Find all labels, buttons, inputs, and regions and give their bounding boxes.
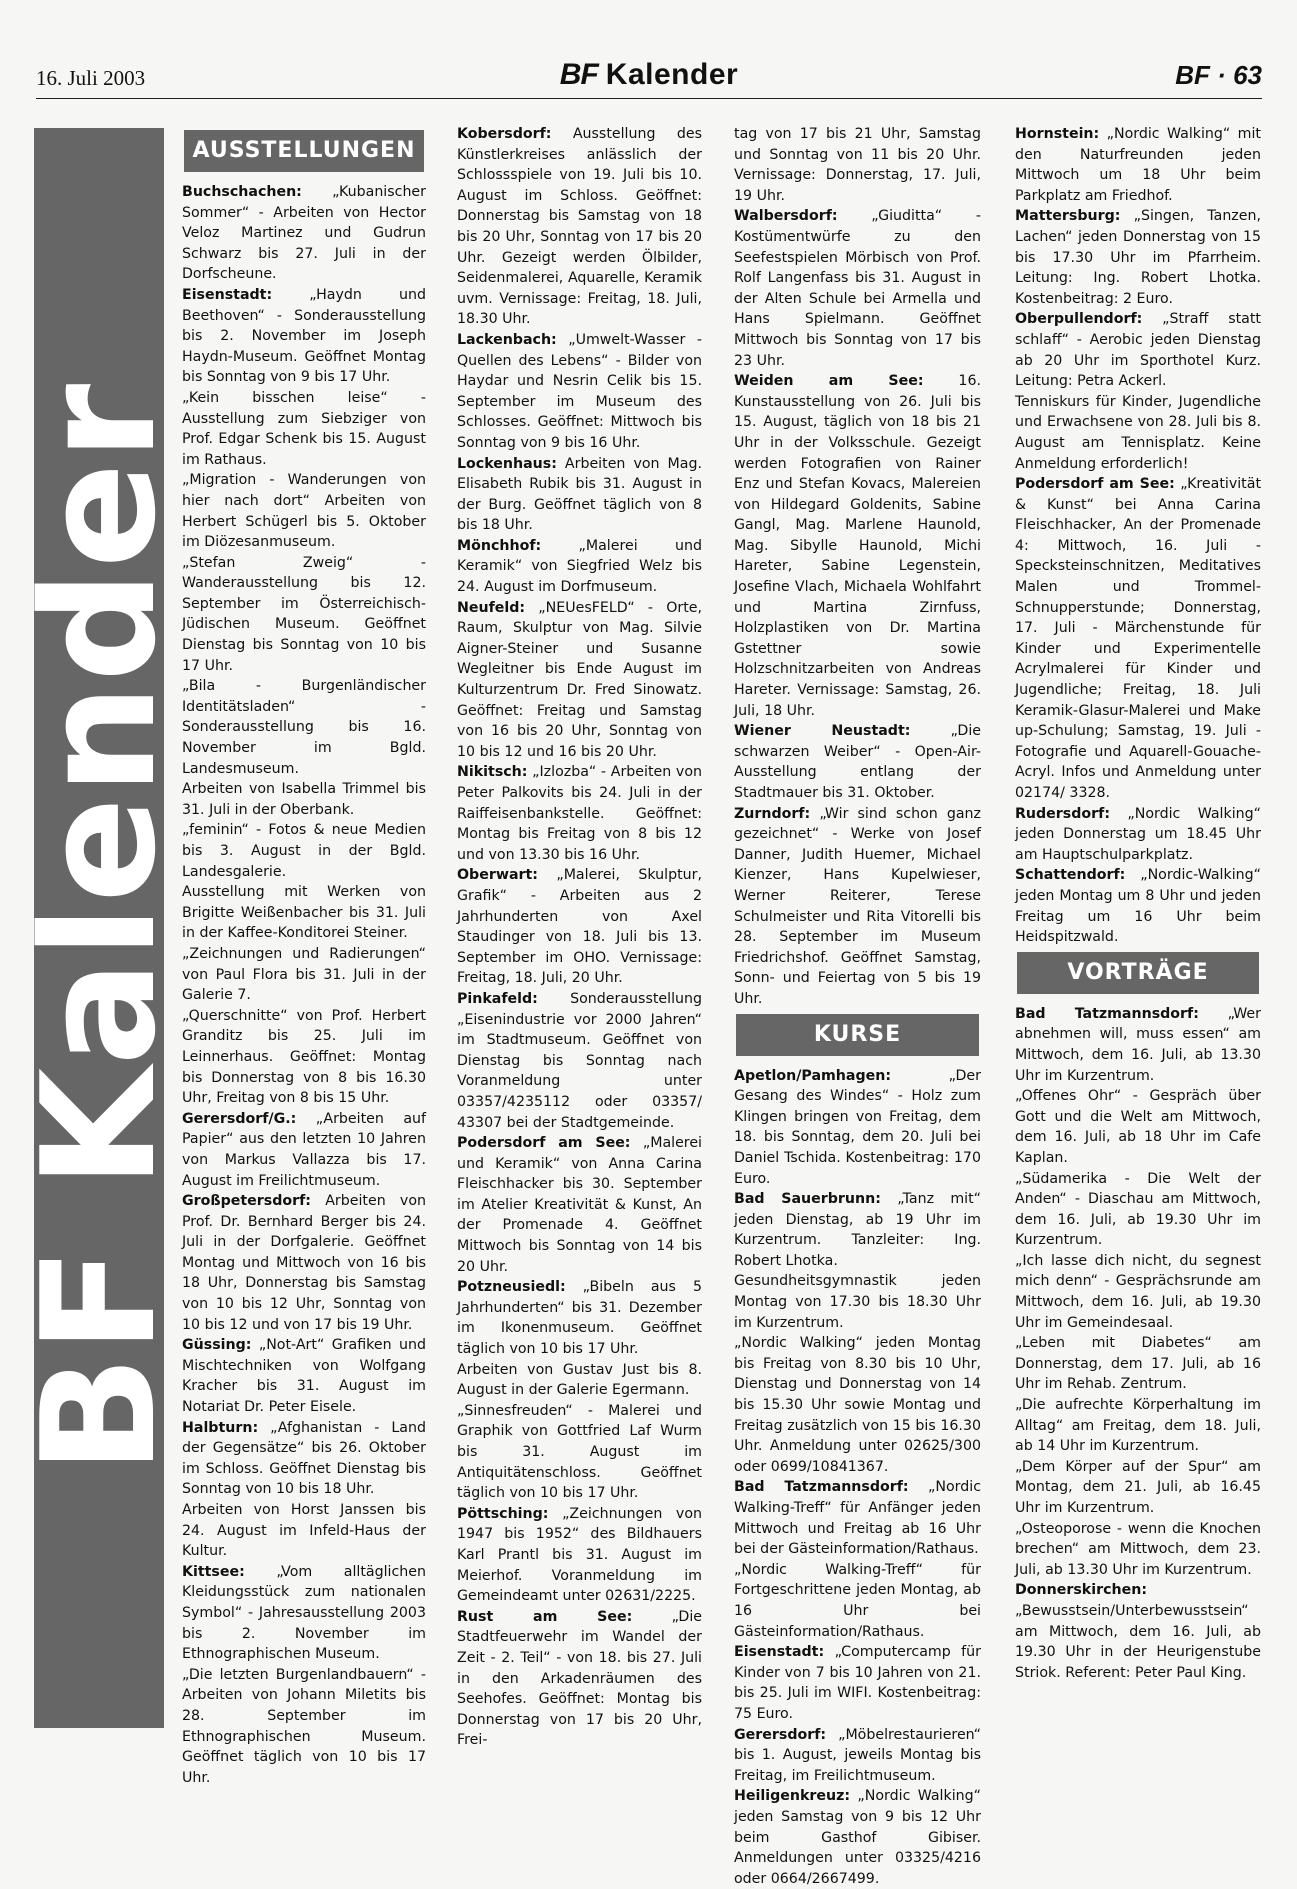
page-separator: · [1217,60,1226,90]
listing-entry: Zurndorf: „Wir sind schon ganz gezeichnet“ - Werke von Josef Danner, Judith Huemer, Michael Kienzer, Hans Kupelwieser, Werner Reiterer, Terese Schulmeister und Rita Vitorelli bis 28. September im Museum Friedrichshof. Geöffnet Samstag, Sonn- und Feiertag von 5 bis 19 Uhr. [734,805,981,1007]
listing-entry: Bad Tatzmannsdorf: „Nordic Walking-Treff“ für Anfänger jeden Mittwoch und Freitag ab 16 Uhr bei der Gästeinformation/Rathaus. [734,1479,981,1558]
place-name: Pöttsching: [457,1505,549,1522]
listing-paragraph: „Leben mit Diabetes“ am Donnerstag, dem 17. Juli, ab 16 Uhr im Rehab. Zentrum. [1015,1335,1261,1393]
listing-entry: Gerersdorf: „Möbelrestaurieren“ bis 1. August, jeweils Montag bis Freitag, im Freilichtmuseum. [734,1726,981,1784]
place-name: Gerersdorf/G.: [182,1110,297,1127]
listing-paragraph: „Kein bisschen leise“ - Ausstellung zum Siebziger von Prof. Edgar Schenk bis 15. August im Rathaus. [182,389,426,468]
page-header [36,58,1262,99]
listing-paragraph: „Nordic Walking-Treff“ für Fortgeschrittene jeden Montag, ab 16 Uhr bei Gästeinformation/Rathaus. [734,1561,981,1640]
listing-entry: Lockenhaus: Arbeiten von Mag. Elisabeth Rubik bis 31. August in der Burg. Geöffnet täglich von 8 bis 18 Uhr. [457,455,702,534]
listing-paragraph: „Querschnitte“ von Prof. Herbert Granditz bis 25. Juli im Leinnerhaus. Geöffnet: Montag bis Donnerstag von 8 bis 16.30 Uhr, Freitag von 8 bis 15 Uhr. [182,1007,426,1107]
place-name: Weiden am See: [734,373,924,390]
section-heading-ausstellungen: AUSSTELLUNGEN [184,130,424,172]
listing-entry: Eisenstadt: „Computercamp für Kinder von 7 bis 10 Jahren von 21. bis 25. Juli im WIFI. Kostenbeitrag: 75 Euro. [734,1644,981,1722]
listing-entry: Oberwart: „Malerei, Skulptur, Grafik“ - Arbeiten aus 2 Jahrhunderten von Axel Staudinger von 18. Juli bis 13. September im OHO. Vernissage: Freitag, 18. Juli, 20 Uhr. [457,867,702,987]
place-name: Oberpullendorf: [1015,311,1143,328]
listing-entry: Kobersdorf: Ausstellung des Künstlerkreises anlässlich der Schlossspiele von 19. Juli bis 10. August im Schloss. Geöffnet: Donnerstag bis Samstag von 18 bis 20 Uhr, Sonntag von 17 bis 20 Uhr. Gezeigt werden Ölbilder, Seidenmalerei, Aquarelle, Keramik uvm. Vernissage: Freitag, 18. Juli, 18.30 Uhr. [457,126,702,328]
section-title [36,58,1262,92]
listing-entry: Neufeld: „NEUesFELD“ - Orte, Raum, Skulptur von Mag. Silvie Aigner-Steiner und Susanne Wegleitner bis Ende August im Kulturzentrum Dr. Fred Sinowatz. Geöffnet: Freitag und Samstag von 16 bis 20 Uhr, Sonntag von 10 bis 12 und 16 bis 20 Uhr. [457,599,702,760]
listing-entry: Weiden am See: 16. Kunstausstellung von 26. Juli bis 15. August, täglich von 18 bis 21 Uhr in der Volksschule. Gezeigt werden Fotografien von Rainer Enz und Stefan Kovacs, Malereien von Hildegard Goldenits, Sabine Gangl, Mag. Marlene Haunold, Mag. Sibylle Haunold, Michi Hareter, Sabine Legenstein, Josefine Vlach, Michaela Wohlfahrt und Martina Zirnfuss, Holzplastiken von Dr. Martina Gstettner sowie Holzschnitzarbeiten von Andreas Hareter. Vernissage: Samstag, 26. Juli, 18 Uhr. [734,373,981,719]
place-name: Hornstein: [1015,126,1100,142]
place-name: Podersdorf am See: [457,1135,631,1152]
brand-logo: BF [559,58,598,91]
listing-paragraph: Arbeiten von Gustav Just bis 8. August in der Galerie Egermann. [457,1361,702,1399]
sidebar-label: BF Kalender [8,381,190,1475]
listing-entry: Nikitsch: „Izlozba“ - Arbeiten von Peter Palkovits bis 24. Juli in der Raiffeisenbankstelle. Geöffnet: Montag bis Freitag von 8 bis 12 und von 13.30 bis 16 Uhr. [457,764,702,863]
place-name: Apetlon/Pamhagen: [734,1067,892,1084]
place-name: Donnerskirchen: [1015,1582,1147,1599]
listing-paragraph: tag von 17 bis 21 Uhr, Samstag und Sonntag von 11 bis 20 Uhr. Vernissage: Donnerstag, 17. Juli, 19 Uhr. [734,126,981,204]
listing-paragraph: „Ich lasse dich nicht, du segnest mich denn“ - Gesprächsrunde am Mittwoch, dem 16. Juli, ab 19.30 Uhr im Gemeindesaal. [1015,1252,1261,1331]
listing-entry: Pinkafeld: Sonderausstellung „Eisenindustrie vor 2000 Jahren“ im Stadtmuseum. Geöffnet von Dienstag bis Sonntag nach Voranmeldung unter 03357/4235112 oder 03357/ 43307 bei der Stadtgemeinde. [457,990,702,1131]
listing-entry: Rust am See: „Die Stadtfeuerwehr im Wandel der Zeit - 2. Teil“ - von 18. bis 27. Juli in den Arkadenräumen des Seehofes. Geöffnet: Montag bis Donnerstag von 17 bis 20 Uhr, Frei- [457,1608,703,1749]
place-name: Bad Sauerbrunn: [734,1191,881,1208]
place-name: Eisenstadt: [182,286,273,303]
page-number-value: 63 [1233,60,1262,90]
place-name: Heiligenkreuz: [734,1788,851,1805]
issue-date: 16. Juli 2003 [36,66,146,90]
listing-entry: Wiener Neustadt: „Die schwarzen Weiber“ - Open-Air-Ausstellung entlang der Stadtmauer bis 31. Oktober. [734,723,981,801]
listing-paragraph: „feminin“ - Fotos & neue Medien bis 3. August in der Bgld. Landesgalerie. [182,822,426,880]
place-name: Potzneusiedl: [457,1279,566,1296]
place-name: Schattendorf: [1015,867,1126,884]
listing-paragraph: „Bila - Burgenländischer Identitätsladen“ - Sonderausstellung bis 16. November im Bgld. Landesmuseum. [182,678,426,777]
place-name: Großpetersdorf: [182,1193,311,1210]
section-heading-kurse: KURSE [736,1014,979,1056]
listing-paragraph: „Südamerika - Die Welt der Anden“ - Diaschau am Mittwoch, dem 16. Juli, ab 19.30 Uhr im Kurzentrum. [1015,1170,1261,1249]
place-name: Neufeld: [457,599,526,616]
listing-entry: Güssing: „Not-Art“ Grafiken und Mischtechniken von Wolfgang Kracher bis 31. August im Notariat Dr. Peter Eisele. [182,1337,426,1416]
listing-entry: Gerersdorf/G.: „Arbeiten auf Papier“ aus den letzten 10 Jahren von Markus Vallazza bis 17. August im Freilichtmuseum. [182,1110,426,1189]
listing-entry: Lackenbach: „Umwelt-Wasser - Quellen des Lebens“ - Bilder von Haydar und Nesrin Celik bis 15. September im Museum des Schlosses. Geöffnet: Mittwoch bis Sonntag von 9 bis 16 Uhr. [457,331,702,451]
place-name: Zurndorf: [734,805,811,822]
listing-entry: Oberpullendorf: „Straff statt schlaff“ - Aerobic jeden Dienstag ab 20 Uhr im Sporthotel Kurz. Leitung: Petra Ackerl. [1015,311,1261,390]
section-heading-vortraege: VORTRÄGE [1017,952,1259,994]
place-name: Güssing: [182,1337,252,1354]
place-name: Rust am See: [457,1608,633,1625]
listing-entry: Hornstein: „Nordic Walking“ mit den Naturfreunden jeden Mittwoch um 18 Uhr beim Parkplatz am Friedhof. [1015,126,1261,204]
listing-entry: Großpetersdorf: Arbeiten von Prof. Dr. Bernhard Berger bis 24. Juli in der Dorfgalerie. Geöffnet Montag und Mittwoch von 16 bis 18 Uhr, Donnerstag bis Samstag von 10 bis 12 Uhr, Sonntag von 10 bis 12 und von 17 bis 19 Uhr. [182,1193,426,1333]
place-name: Wiener Neustadt: [734,723,911,740]
listing-entry: Podersdorf am See: „Malerei und Keramik“ von Anna Carina Fleischhacker bis 30. September im Atelier Kreativität & Kunst, An der Promenade 4. Geöffnet Mittwoch bis Sonntag von 14 bis 20 Uhr. [457,1135,702,1275]
place-name: Kittsee: [182,1563,245,1580]
listing-paragraph: „Sinnesfreuden“ - Malerei und Graphik von Gottfried Laf Wurm bis 31. August im Antiquitätenschloss. Geöffnet täglich von 10 bis 17 Uhr. [457,1402,702,1502]
listing-entry: Bad Sauerbrunn: „Tanz mit“ jeden Dienstag, ab 19 Uhr im Kurzentrum. Tanzleiter: Ing. Robert Lhotka. [734,1191,981,1269]
place-name: Gerersdorf: [734,1726,827,1743]
listing-entry: Eisenstadt: „Haydn und Beethoven“ - Sonderausstellung bis 2. November im Joseph Haydn-Museum. Geöffnet Montag bis Sonntag von 9 bis 17 Uhr. [182,286,426,386]
place-name: Bad Tatzmannsdorf: [734,1479,909,1496]
listing-entry: Halbturn: „Afghanistan - Land der Gegensätze“ bis 26. Oktober im Schloss. Geöffnet Dienstag bis Sonntag von 10 bis 18 Uhr. [182,1419,426,1498]
place-name: Mattersburg: [1015,208,1121,225]
place-name: Rudersdorf: [1015,805,1110,822]
listing-paragraph: Arbeiten von Isabella Trimmel bis 31. Juli in der Oberbank. [182,781,426,818]
listing-paragraph: „Die aufrechte Körperhaltung im Alltag“ am Freitag, dem 18. Juli, ab 14 Uhr im Kurzentrum. [1015,1397,1261,1455]
listing-entry: Kittsee: „Vom alltäglichen Kleidungsstück zum nationalen Symbol“ - Jahresausstellung 2003 bis 2. November im Ethnographischen Museum. [182,1563,426,1663]
listing-entry: Bad Tatzmannsdorf: „Wer abnehmen will, muss essen“ am Mittwoch, dem 16. Juli, ab 13.30 Uhr im Kurzentrum. [1015,1005,1261,1084]
page-number [1175,60,1262,91]
place-name: Lockenhaus: [457,455,557,472]
place-name: Eisenstadt: [734,1644,825,1661]
place-name: Oberwart: [457,867,538,884]
listing-paragraph: „Nordic Walking“ jeden Montag bis Freitag von 8.30 bis 10 Uhr, Dienstag und Donnerstag von 14 bis 15.30 Uhr sowie Montag und Freitag zusätzlich von 15 bis 16.30 Uhr. Anmeldung unter 02625/300 oder 0699/10841367. [734,1335,981,1475]
listing-entry: Schattendorf: „Nordic-Walking“ jeden Montag um 8 Uhr und jeden Freitag um 16 Uhr beim Heidspitzwald. [1015,867,1261,946]
listing-entry: Pöttsching: „Zeichnungen von 1947 bis 1952“ des Bildhauers Karl Prantl bis 31. August im Meierhof. Voranmeldung im Gemeindeamt unter 02631/2225. [457,1505,702,1605]
listing-paragraph: „Migration - Wanderungen von hier nach dort“ Arbeiten von Herbert Schügerl bis 5. Oktober im Diözesanmuseum. [182,472,426,551]
sidebar-banner [8,128,190,1728]
listing-paragraph: „Osteoporose - wenn die Knochen brechen“ am Mittwoch, dem 23. Juli, ab 13.30 Uhr im Kurzentrum. [1015,1520,1261,1578]
listing-paragraph: „Stefan Zweig“ - Wanderausstellung bis 12. September im Österreichisch-Jüdischen Museum. Geöffnet Dienstag bis Sonntag von 10 bis 17 Uhr. [182,554,426,674]
column-4 [1015,124,1261,1683]
listing-entry: Heiligenkreuz: „Nordic Walking“ jeden Samstag von 9 bis 12 Uhr beim Gasthof Gibiser. Anmeldungen unter 03325/4216 oder 0664/2667499. [734,1788,981,1887]
listing-entry: Rudersdorf: „Nordic Walking“ jeden Donnerstag um 18.45 Uhr am Hauptschulparkplatz. [1015,805,1261,863]
place-name: Nikitsch: [457,764,528,781]
place-name: Pinkafeld: [457,990,538,1007]
column-1 [182,124,426,1788]
listing-paragraph: „Die letzten Burgenlandbauern“ - Arbeiten von Johann Miletits bis 28. September im Ethnographischen Museum. Geöffnet täglich von 10 bis 17 Uhr. [182,1666,426,1786]
listing-paragraph: Ausstellung mit Werken von Brigitte Weißenbacher bis 31. Juli in der Kaffee-Konditorei Steiner. [182,884,426,942]
listing-paragraph: Tenniskurs für Kinder, Jugendliche und Erwachsene von 28. Juli bis 8. August am Tennisplatz. Keine Anmeldung erforderlich! [1015,393,1261,472]
listing-paragraph: „Dem Körper auf der Spur“ am Montag, dem 21. Juli, ab 16.45 Uhr im Kurzentrum. [1015,1458,1261,1516]
listing-paragraph: Arbeiten von Horst Janssen bis 24. August im Infeld-Haus der Kultur. [182,1502,426,1560]
listing-entry: Walbersdorf: „Giuditta“ - Kostümentwürfe zu den Seefestspielen Mörbisch von Prof. Rolf Langenfass bis 31. August in der Alten Schule bei Armella und Hans Spielmann. Geöffnet Mittwoch bis Sonntag von 17 bis 23 Uhr. [734,208,981,369]
place-name: Podersdorf am See: [1015,476,1175,493]
place-name: Kobersdorf: [457,126,552,142]
listing-entry: Mattersburg: „Singen, Tanzen, Lachen“ jeden Donnerstag von 15 bis 17.30 Uhr im Pfarrheim. Leitung: Ing. Robert Lhotka. Kostenbeitrag: 2 Euro. [1015,208,1261,307]
place-name: Buchschachen: [182,184,302,200]
listing-entry: Podersdorf am See: „Kreativität & Kunst“ bei Anna Carina Fleischhacker, An der Promenade 4: Mittwoch, 16. Juli - Specksteinschnitzen, Meditatives Malen und Trommel-Schnupperstunde; Donnerstag, 17. Juli - Märchenstunde für Kinder und Experimentelle Acrylmalerei für Kinder und Jugendliche; Freitag, 18. Juli Keramik-Glasur-Malerei und Make up-Schulung; Samstag, 19. Juli - Fotografie und Aquarell-Gouache-Acryl. Infos und Anmeldung unter 02174/ 3328. [1015,476,1262,801]
listing-paragraph: Gesundheitsgymnastik jeden Montag von 17.30 bis 18.30 Uhr im Kurzentrum. [734,1273,981,1331]
place-name: Halbturn: [182,1419,259,1436]
listing-entry: Apetlon/Pamhagen: „Der Gesang des Windes“ - Holz zum Klingen bringen von Freitag, dem 18. bis Sonntag, dem 20. Juli bei Daniel Tschida. Kostenbeitrag: 170 Euro. [734,1067,981,1187]
page-brand: BF [1175,60,1210,90]
listing-entry: Potzneusiedl: „Bibeln aus 5 Jahrhunderten“ bis 31. Dezember im Ikonenmuseum. Geöffnet täglich von 10 bis 17 Uhr. [457,1279,702,1358]
place-name: Mönchhof: [457,537,542,554]
place-name: Walbersdorf: [734,208,838,225]
column-3 [734,124,981,1889]
column-2 [457,124,702,1751]
listing-entry: Buchschachen: „Kubanischer Sommer“ - Arbeiten von Hector Veloz Martinez und Gudrun Schwarz bis 27. Juli in der Dorfscheune. [182,184,426,283]
listing-paragraph: „Offenes Ohr“ - Gespräch über Gott und die Welt am Mittwoch, dem 16. Juli, ab 18 Uhr im Cafe Kaplan. [1015,1088,1261,1166]
place-name: Lackenbach: [457,331,557,348]
listing-entry: Donnerskirchen: „Bewusstsein/Unterbewusstsein“ am Mittwoch, dem 16. Juli, ab 19.30 Uhr in der Heurigenstube Striok. Referent: Peter Paul King. [1015,1582,1261,1681]
section-title-word: Kalender [605,58,739,91]
listing-paragraph: „Zeichnungen und Radierungen“ von Paul Flora bis 31. Juli in der Galerie 7. [182,945,426,1004]
listing-entry: Mönchhof: „Malerei und Keramik“ von Siegfried Welz bis 24. August im Dorfmuseum. [457,537,702,596]
place-name: Bad Tatzmannsdorf: [1015,1005,1199,1022]
